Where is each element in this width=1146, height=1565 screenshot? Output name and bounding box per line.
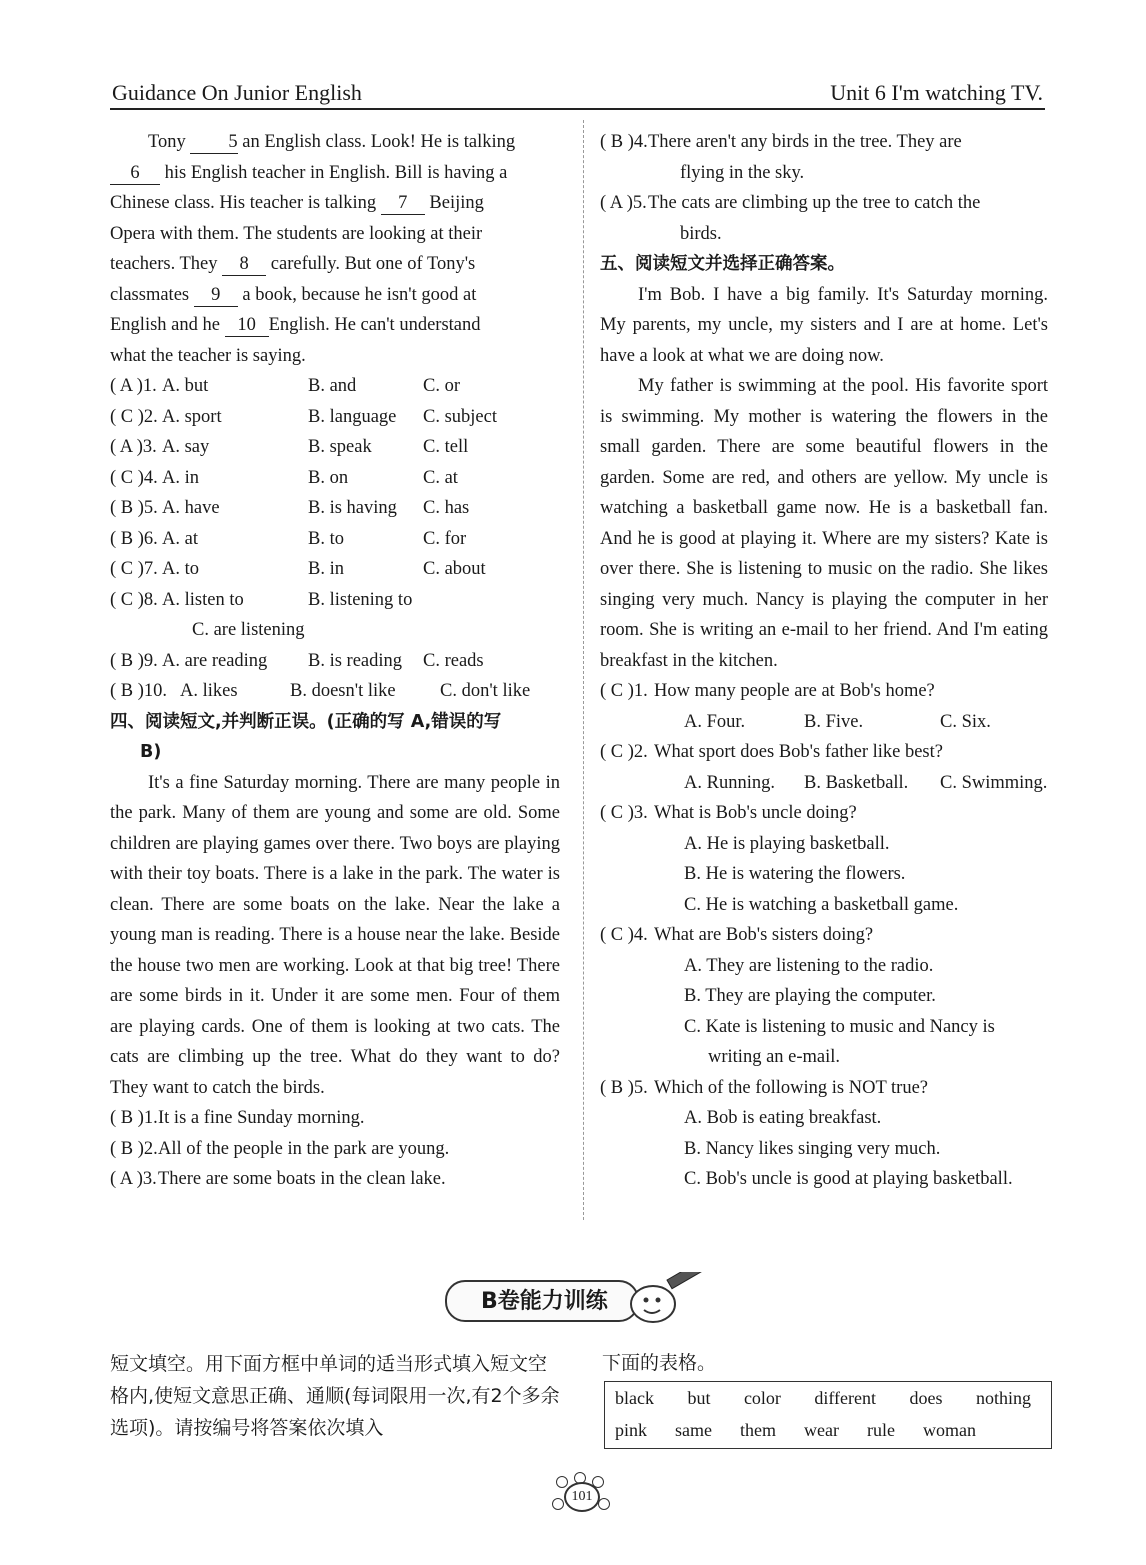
mc-option: B. He is watering the flowers. (684, 864, 906, 884)
blank-10: 10 (225, 314, 269, 337)
word: does (909, 1388, 943, 1408)
word: them (740, 1420, 776, 1440)
unit-title: Unit 6 I'm watching TV. (830, 80, 1043, 105)
page-header (110, 78, 1045, 110)
cloze-line: English and he 10 English. He can't understand (110, 315, 481, 335)
mc-options: A. Running. B. Basketball. C. Swimming. (684, 772, 1048, 793)
mc-question: ( C )3. What is Bob's uncle doing? (600, 803, 857, 823)
page-number-badge (546, 1472, 616, 1532)
option-row: ( C )4. A. in B. on C. at (110, 467, 458, 488)
mc-question: ( C )2. What sport does Bob's father like best? (600, 742, 943, 762)
word-bank (604, 1381, 1052, 1449)
word: pink (615, 1420, 648, 1440)
book-title: Guidance On Junior English (112, 80, 362, 105)
word: different (814, 1388, 877, 1408)
right-column (600, 127, 1048, 1195)
mc-question: ( C )1. How many people are at Bob's home? (600, 681, 935, 701)
word: wear (804, 1420, 839, 1440)
column-divider (583, 120, 585, 1220)
mc-option: C. Bob's uncle is good at playing basketball. (684, 1169, 1013, 1189)
flower-petal-icon (598, 1498, 610, 1510)
section-5-para-1: I'm Bob. I have a big family. It's Saturday morning. My parents, my uncle, my sisters and I are at home. Let's have a look at what we are doing now. (600, 284, 1048, 366)
section-5-title: 五、阅读短文并选择正确答案。 (600, 254, 845, 274)
tf-item: ( B )1. It is a fine Sunday morning. (110, 1108, 365, 1128)
section-4-title-cont: B) (140, 742, 162, 762)
section-b-instructions: 短文填空。用下面方框中单词的适当形式填入短文空格内,使短文意思正确、通顺(每词限用一次,有2个多余选项)。请按编号将答案依次填入 (110, 1353, 560, 1439)
word: nothing (975, 1388, 1031, 1408)
option-row: ( A )1. A. but B. and C. or (110, 376, 460, 396)
cloze-line: Chinese class. His teacher is talking 7 Beijing (110, 193, 484, 213)
mc-option-cont: writing an e-mail. (708, 1047, 841, 1067)
section-b-banner (445, 1272, 715, 1328)
cloze-line: 6 his English teacher in English. Bill is having a (110, 158, 560, 189)
blank-7: 7 (381, 192, 425, 215)
tf-item: ( A )3. There are some boats in the clean lake. (110, 1169, 446, 1189)
cloze-options (110, 371, 560, 707)
mc-question: ( C )4. What are Bob's sisters doing? (600, 925, 874, 945)
mc-option: C. He is watching a basketball game. (684, 894, 959, 915)
word: woman (922, 1420, 976, 1440)
option-row: ( C )2. A. sport B. language C. subject (110, 406, 497, 427)
word-bank-row (605, 1382, 1051, 1412)
mc-option: A. He is playing basketball. (684, 833, 890, 854)
cloze-line: Opera with them. The students are looking at their (110, 223, 483, 244)
word: but (687, 1388, 711, 1408)
mc-option: A. Bob is eating breakfast. (684, 1108, 882, 1128)
option-row: ( C )7. A. to B. in C. about (110, 559, 486, 579)
word: rule (866, 1420, 895, 1440)
blank-5: 5 (190, 131, 237, 154)
pencil-icon (625, 1272, 715, 1328)
option-row: ( B )9. A. are reading B. is reading C. reads (110, 650, 484, 671)
blank-8: 8 (222, 253, 266, 276)
word: black (615, 1388, 654, 1408)
cloze-line: classmates 9 a book, because he isn't good at (110, 284, 477, 305)
tf-item-cont: birds. (680, 223, 722, 244)
word: same (675, 1420, 712, 1440)
section-4-passage: It's a fine Saturday morning. There are many people in the park. Many of them are young and some are old. Some children are playing games over there. Two boys are playing with their toy boats. There is a lake in the park. The water is clean. There are some boats on the lake. Near the lake a young man is reading. There is a house near the lake. Beside the house two men are working. Look at that big tree! There are some birds in it. Under it are some men. Four of them are playing cards. One of them is looking at two cats. The cats are climbing up the tree. What do they want to do? They want to catch the birds. (110, 772, 560, 1098)
option-row: ( A )3. A. say B. speak C. tell (110, 437, 469, 457)
option-row: ( B )6. A. at B. to C. for (110, 528, 467, 549)
option-row: ( C )8. A. listen to B. listening to (110, 589, 413, 610)
tf-item: ( B )2. All of the people in the park are young. (110, 1138, 450, 1159)
cloze-line: Tony 5 an English class. Look! He is talking (148, 132, 516, 152)
flower-petal-icon (556, 1476, 568, 1488)
option-row: ( B )5. A. have B. is having C. has (110, 498, 470, 518)
cloze-line: teachers. They 8 carefully. But one of Tony's (110, 254, 476, 274)
word: color (743, 1388, 781, 1408)
mc-option: A. They are listening to the radio. (684, 955, 934, 976)
section-b-instructions-cont: 下面的表格。 (602, 1352, 717, 1374)
tf-item: ( B )4. There aren't any birds in the tree. They are (600, 132, 962, 152)
mc-option: C. Kate is listening to music and Nancy is (684, 1016, 995, 1037)
mc-option: B. They are playing the computer. (684, 986, 936, 1006)
mc-option: B. Nancy likes singing very much. (684, 1138, 941, 1159)
section-4-title: 四、阅读短文,并判断正误。(正确的写 A,错误的写 (110, 711, 502, 732)
cloze-line: what the teacher is saying. (110, 345, 306, 366)
tf-item: ( A )5. The cats are climbing up the tree to catch the (600, 193, 981, 213)
flower-petal-icon (552, 1498, 564, 1510)
option-row: C. are listening (192, 620, 305, 640)
blank-9: 9 (194, 284, 238, 307)
page-number: 101 (564, 1482, 600, 1512)
mc-options: A. Four. B. Five. C. Six. (684, 711, 991, 732)
section-5-para-2: My father is swimming at the pool. His favorite sport is swimming. My mother is watering the flowers in the small garden. There are some beautiful flowers in the garden. Some are red, and others are yellow. My uncle is watching a basketball game now. He is a basketball fan. And he is good at playing it. Where are my sisters? Kate is over there. She is listening to music on the radio. She likes singing very much. Nancy is playing the computer in her room. She is writing an e-mail to her friend. And I'm eating breakfast in the kitchen. (600, 376, 1048, 671)
option-row: ( B )10. A. likes B. doesn't like C. don't like (110, 681, 531, 701)
banner-title: B卷能力训练 (481, 1289, 608, 1314)
mc-question: ( B )5. Which of the following is NOT true? (600, 1077, 929, 1098)
word-bank-row (605, 1412, 1051, 1444)
tf-item-cont: flying in the sky. (680, 162, 805, 183)
left-column (110, 127, 560, 1195)
blank-6: 6 (110, 162, 160, 185)
